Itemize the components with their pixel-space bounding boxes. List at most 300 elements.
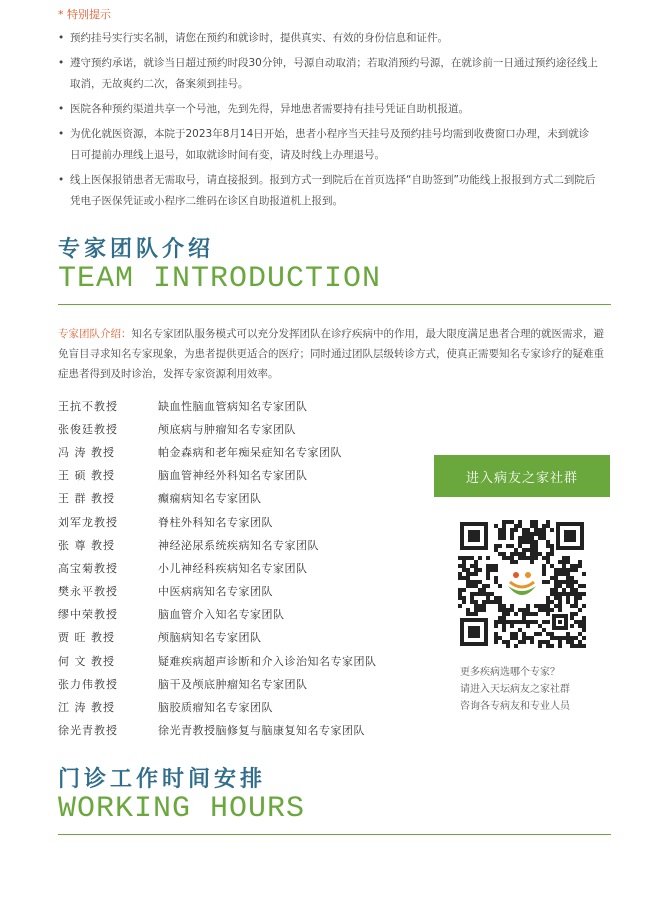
qr-module (538, 632, 542, 636)
qr-module (546, 640, 550, 644)
qr-module (506, 544, 510, 548)
qr-module (522, 552, 526, 556)
qr-module (502, 628, 506, 632)
qr-module (542, 532, 546, 536)
qr-module (502, 552, 506, 556)
qr-module (458, 596, 462, 600)
list-item (58, 440, 418, 463)
qr-module (506, 556, 510, 560)
expert-name: 何 文 教授 (58, 654, 115, 668)
qr-finder-top-right (556, 522, 584, 550)
expert-name: 张力伟教授 (58, 677, 118, 691)
qr-module (542, 620, 546, 624)
expert-name: 王抗不教授 (58, 399, 118, 413)
qr-module (510, 624, 514, 628)
qr-module (582, 620, 586, 624)
qr-module (546, 520, 550, 524)
qr-module (542, 524, 546, 528)
qr-module (574, 592, 578, 596)
qr-module (530, 612, 534, 616)
qr-module (538, 604, 542, 608)
qr-finder-bottom-left (460, 618, 488, 646)
qr-module (514, 552, 518, 556)
qr-module (474, 608, 478, 612)
notice-item: • 线上医保报销患者无需取号，请直接报到。报到方式一到院后在首页选择“自助签到”功能线上报报到方式二到院后凭电子医保凭证或小程序二维码在诊区自助报道机上报到。 (58, 170, 598, 212)
qr-module (546, 604, 550, 608)
qr-module (550, 564, 554, 568)
qr-module (494, 640, 498, 644)
qr-module (582, 572, 586, 576)
qr-module (546, 596, 550, 600)
qr-module (534, 528, 538, 532)
qr-module (574, 564, 578, 568)
qr-module (582, 604, 586, 608)
qr-module (498, 552, 502, 556)
qr-module (494, 548, 498, 552)
qr-module (526, 528, 530, 532)
qr-module (570, 584, 574, 588)
qr-module (478, 568, 482, 572)
qr-module (554, 584, 558, 588)
qr-module (466, 556, 470, 560)
qr-module (550, 548, 554, 552)
qr-module (546, 632, 550, 636)
qr-module (470, 612, 474, 616)
qr-module (538, 624, 542, 628)
qr-module (530, 520, 534, 524)
qr-module (470, 596, 474, 600)
team-section-title-cn: 专家团队介绍 (58, 237, 215, 262)
notice-list (58, 28, 598, 216)
qr-module (570, 604, 574, 608)
qr-module (562, 560, 566, 564)
list-item (58, 580, 418, 603)
qr-module (494, 596, 498, 600)
qr-module (490, 568, 494, 572)
expert-name: 刘军龙教授 (58, 515, 118, 529)
expert-name: 张 尊 教授 (58, 538, 115, 552)
qr-module (526, 612, 530, 616)
join-community-button[interactable]: 进入病友之家社群 (434, 455, 610, 497)
qr-module (550, 592, 554, 596)
expert-team-desc: 脑血管神经外科知名专家团队 (158, 469, 308, 483)
qr-module (510, 608, 514, 612)
expert-name: 张俊廷教授 (58, 422, 118, 436)
qr-module (458, 564, 462, 568)
qr-module (474, 612, 478, 616)
qr-module (506, 520, 510, 524)
qr-module (574, 600, 578, 604)
qr-module (542, 572, 546, 576)
qr-module (558, 560, 562, 564)
qr-module (514, 560, 518, 564)
expert-name: 徐光青教授 (58, 724, 118, 738)
expert-team-desc: 缺血性脑血管病知名专家团队 (158, 399, 308, 413)
qr-module (482, 608, 486, 612)
qr-module (582, 616, 586, 620)
qr-module (530, 640, 534, 644)
qr-module (570, 624, 574, 628)
qr-module (486, 596, 490, 600)
qr-module (542, 556, 546, 560)
expert-team-desc: 神经泌尿系统疾病知名专家团队 (158, 538, 319, 552)
qr-module (546, 644, 550, 648)
qr-module (498, 620, 502, 624)
qr-module (530, 620, 534, 624)
notice-item: • 为优化就医资源，本院于2023年8月14日开始，患者小程序当天挂号及预约挂号均需到收费窗口办理，未到就诊日可提前办理线上退号，如取就诊时间有变，请及时线上办理退号。 (58, 124, 598, 166)
qr-module (554, 636, 558, 640)
qr-module (522, 616, 526, 620)
qr-module (570, 640, 574, 644)
qr-module (506, 612, 510, 616)
qr-module (478, 604, 482, 608)
qr-module (458, 588, 462, 592)
qr-module (578, 608, 582, 612)
expert-team-desc: 中医病病知名专家团队 (158, 585, 273, 599)
qr-module (530, 548, 534, 552)
qr-module (458, 556, 462, 560)
qr-module (486, 564, 490, 568)
qr-module (502, 624, 506, 628)
qr-module (578, 620, 582, 624)
expert-team-desc: 帕金森病和老年痴呆症知名专家团队 (158, 445, 342, 459)
qr-module (546, 620, 550, 624)
qr-module (546, 560, 550, 564)
qr-module (566, 560, 570, 564)
qr-module (490, 592, 494, 596)
qr-module (546, 612, 550, 616)
qr-module (498, 596, 502, 600)
qr-module (518, 620, 522, 624)
qr-module (550, 608, 554, 612)
qr-module (502, 556, 506, 560)
qr-module (474, 572, 478, 576)
expert-team-desc: 疑难疾病超声诊断和介入诊治知名专家团队 (158, 654, 377, 668)
qr-module (534, 524, 538, 528)
team-intro-paragraph (58, 324, 611, 384)
qr-module (478, 592, 482, 596)
qr-module (562, 556, 566, 560)
list-item (58, 556, 418, 579)
qr-module (542, 580, 546, 584)
qr-module (526, 604, 530, 608)
qr-module (578, 560, 582, 564)
qr-module (466, 612, 470, 616)
qr-module (534, 532, 538, 536)
qr-module (566, 592, 570, 596)
qr-module (518, 520, 522, 524)
qr-module (546, 524, 550, 528)
qr-module (494, 624, 498, 628)
team-intro-lead: 专家团队介绍： (58, 328, 132, 340)
qr-module (558, 584, 562, 588)
qr-module (566, 640, 570, 644)
qr-module (574, 612, 578, 616)
qr-module (502, 536, 506, 540)
qr-module (566, 580, 570, 584)
qr-module (522, 536, 526, 540)
qr-module (518, 640, 522, 644)
qr-module (558, 572, 562, 576)
qr-module (510, 556, 514, 560)
qr-module (518, 536, 522, 540)
qr-module (570, 580, 574, 584)
qr-module (462, 588, 466, 592)
list-item (58, 487, 418, 510)
qr-module (566, 572, 570, 576)
qr-module (462, 564, 466, 568)
qr-module (582, 592, 586, 596)
qr-module (562, 580, 566, 584)
qr-module (474, 600, 478, 604)
qr-module (526, 540, 530, 544)
qr-module (470, 600, 474, 604)
qr-module (534, 556, 538, 560)
qr-module (474, 580, 478, 584)
qr-module (570, 568, 574, 572)
expert-team-desc: 脑血管介入知名专家团队 (158, 608, 285, 622)
qr-module (530, 532, 534, 536)
qr-finder-top-left (460, 522, 488, 550)
qr-module (562, 636, 566, 640)
qr-module (550, 544, 554, 548)
qr-module (522, 612, 526, 616)
team-intro-text: 知名专家团队服务模式可以充分发挥团队在诊疗疾病中的作用，最大限度满足患者合理的就医需求，避免盲目寻求知名专家现象，为患者提供更适合的医疗；同时通过团队层级转诊方式，使真正需要知名专家诊疗的疑难重症患者得到及时诊治，发挥专家资源利用效率。 (58, 328, 604, 380)
expert-name: 王 群 教授 (58, 492, 115, 506)
list-item (58, 417, 418, 440)
expert-team-desc: 脊柱外科知名专家团队 (158, 515, 273, 529)
qr-module (470, 580, 474, 584)
qr-module (462, 560, 466, 564)
qr-code (458, 520, 586, 648)
qr-module (538, 552, 542, 556)
qr-module (566, 556, 570, 560)
qr-module (494, 632, 498, 636)
qr-module (546, 540, 550, 544)
qr-module (522, 556, 526, 560)
qr-module (538, 608, 542, 612)
list-item (58, 672, 418, 695)
section-divider (58, 304, 611, 305)
qr-module (522, 636, 526, 640)
qr-module (458, 576, 462, 580)
special-notice-title: * 特别提示 (58, 8, 111, 21)
qr-module (502, 640, 506, 644)
qr-module (502, 604, 506, 608)
list-item (58, 533, 418, 556)
qr-module (582, 644, 586, 648)
qr-module (498, 616, 502, 620)
qr-module (554, 604, 558, 608)
qr-module (462, 596, 466, 600)
qr-module (466, 584, 470, 588)
qr-module (486, 600, 490, 604)
qr-module (498, 584, 502, 588)
qr-module (526, 536, 530, 540)
qr-module (530, 552, 534, 556)
qr-module (510, 620, 514, 624)
qr-module (530, 560, 534, 564)
qr-module (562, 572, 566, 576)
qr-module (514, 524, 518, 528)
qr-module (566, 584, 570, 588)
qr-module (522, 640, 526, 644)
list-item (58, 649, 418, 672)
qr-caption (460, 664, 620, 715)
qr-caption-line: 咨询各专病友和专业人员 (460, 701, 570, 712)
qr-module (550, 632, 554, 636)
qr-module (514, 612, 518, 616)
expert-name: 高宝菊教授 (58, 561, 118, 575)
qr-module (562, 588, 566, 592)
qr-module (518, 552, 522, 556)
qr-module (506, 644, 510, 648)
qr-module (462, 576, 466, 580)
expert-team-desc: 小儿神经科疾病知名专家团队 (158, 561, 308, 575)
qr-module (494, 600, 498, 604)
qr-module (538, 640, 542, 644)
qr-module (494, 620, 498, 624)
qr-module (558, 568, 562, 572)
qr-module (458, 592, 462, 596)
qr-module (474, 564, 478, 568)
qr-module (510, 632, 514, 636)
list-item (58, 719, 418, 742)
qr-module (514, 636, 518, 640)
qr-module (574, 644, 578, 648)
hours-section-title-en: WORKING HOURS (58, 792, 306, 826)
expert-team-desc: 颅底病与肿瘤知名专家团队 (158, 422, 296, 436)
qr-module (574, 568, 578, 572)
qr-module (486, 584, 490, 588)
qr-module (502, 532, 506, 536)
qr-module (514, 528, 518, 532)
list-item (58, 394, 418, 417)
qr-module (546, 608, 550, 612)
qr-module (486, 572, 490, 576)
qr-module (566, 600, 570, 604)
qr-module (494, 636, 498, 640)
qr-module (530, 540, 534, 544)
qr-module (474, 560, 478, 564)
qr-module (494, 580, 498, 584)
qr-module (482, 584, 486, 588)
qr-module (578, 632, 582, 636)
qr-module (506, 608, 510, 612)
qr-module (566, 576, 570, 580)
qr-module (554, 576, 558, 580)
section-divider (58, 834, 611, 835)
list-item (58, 464, 418, 487)
qr-module (578, 564, 582, 568)
qr-module (550, 600, 554, 604)
qr-module (554, 568, 558, 572)
qr-module (566, 596, 570, 600)
expert-name: 冯 涛 教授 (58, 445, 115, 459)
qr-module (534, 632, 538, 636)
qr-module (542, 608, 546, 612)
qr-module (518, 524, 522, 528)
qr-module (562, 568, 566, 572)
expert-team-desc: 癫痫病知名专家团队 (158, 492, 262, 506)
qr-module (538, 644, 542, 648)
notice-item: • 遵守预约承诺，就诊当日超过预约时段30分钟，号源自动取消；若取消预约号源，在就诊前一日通过预约途径线上取消，无故爽约二次，备案须到挂号。 (58, 53, 598, 95)
qr-module (570, 564, 574, 568)
qr-module (470, 584, 474, 588)
qr-module (482, 604, 486, 608)
qr-module (510, 560, 514, 564)
expert-team-desc: 徐光青教授脑修复与脑康复知名专家团队 (158, 724, 365, 738)
qr-module (534, 612, 538, 616)
qr-module (494, 564, 498, 568)
qr-module (530, 524, 534, 528)
qr-module (462, 568, 466, 572)
qr-module (534, 544, 538, 548)
qr-module (466, 608, 470, 612)
qr-caption-line: 更多疾病选哪个专家？ (460, 667, 560, 678)
qr-module (538, 528, 542, 532)
qr-module (466, 572, 470, 576)
qr-module (542, 568, 546, 572)
qr-module (530, 536, 534, 540)
list-item (58, 626, 418, 649)
qr-module (510, 520, 514, 524)
qr-module (518, 540, 522, 544)
qr-module (474, 592, 478, 596)
expert-name: 王 硕 教授 (58, 469, 115, 483)
qr-module (518, 628, 522, 632)
qr-module (470, 564, 474, 568)
qr-module (482, 600, 486, 604)
qr-module (550, 552, 554, 556)
qr-module (458, 572, 462, 576)
qr-module (518, 544, 522, 548)
qr-module (578, 596, 582, 600)
qr-module (582, 628, 586, 632)
qr-module (494, 568, 498, 572)
qr-module (502, 520, 506, 524)
qr-module (570, 588, 574, 592)
qr-module (522, 620, 526, 624)
hours-section-title-cn: 门诊工作时间安排 (58, 767, 267, 792)
qr-module (554, 592, 558, 596)
qr-module (534, 540, 538, 544)
qr-module (582, 584, 586, 588)
qr-module (562, 564, 566, 568)
qr-module (542, 564, 546, 568)
qr-module (494, 524, 498, 528)
qr-module (486, 556, 490, 560)
qr-module (554, 580, 558, 584)
qr-module (466, 576, 470, 580)
expert-name: 贾 旺 教授 (58, 631, 115, 645)
qr-module (466, 568, 470, 572)
qr-module (582, 636, 586, 640)
qr-module (534, 620, 538, 624)
qr-module (502, 620, 506, 624)
qr-module (534, 548, 538, 552)
qr-module (510, 528, 514, 532)
qr-module (558, 604, 562, 608)
notice-item: • 预约挂号实行实名制，请您在预约和就诊时，提供真实、有效的身份信息和证件。 (58, 28, 598, 49)
qr-module (518, 608, 522, 612)
qr-module (498, 604, 502, 608)
qr-module (550, 528, 554, 532)
qr-module (558, 644, 562, 648)
team-section-title-en: TEAM INTRODUCTION (58, 262, 382, 296)
qr-module (526, 532, 530, 536)
qr-module (526, 620, 530, 624)
